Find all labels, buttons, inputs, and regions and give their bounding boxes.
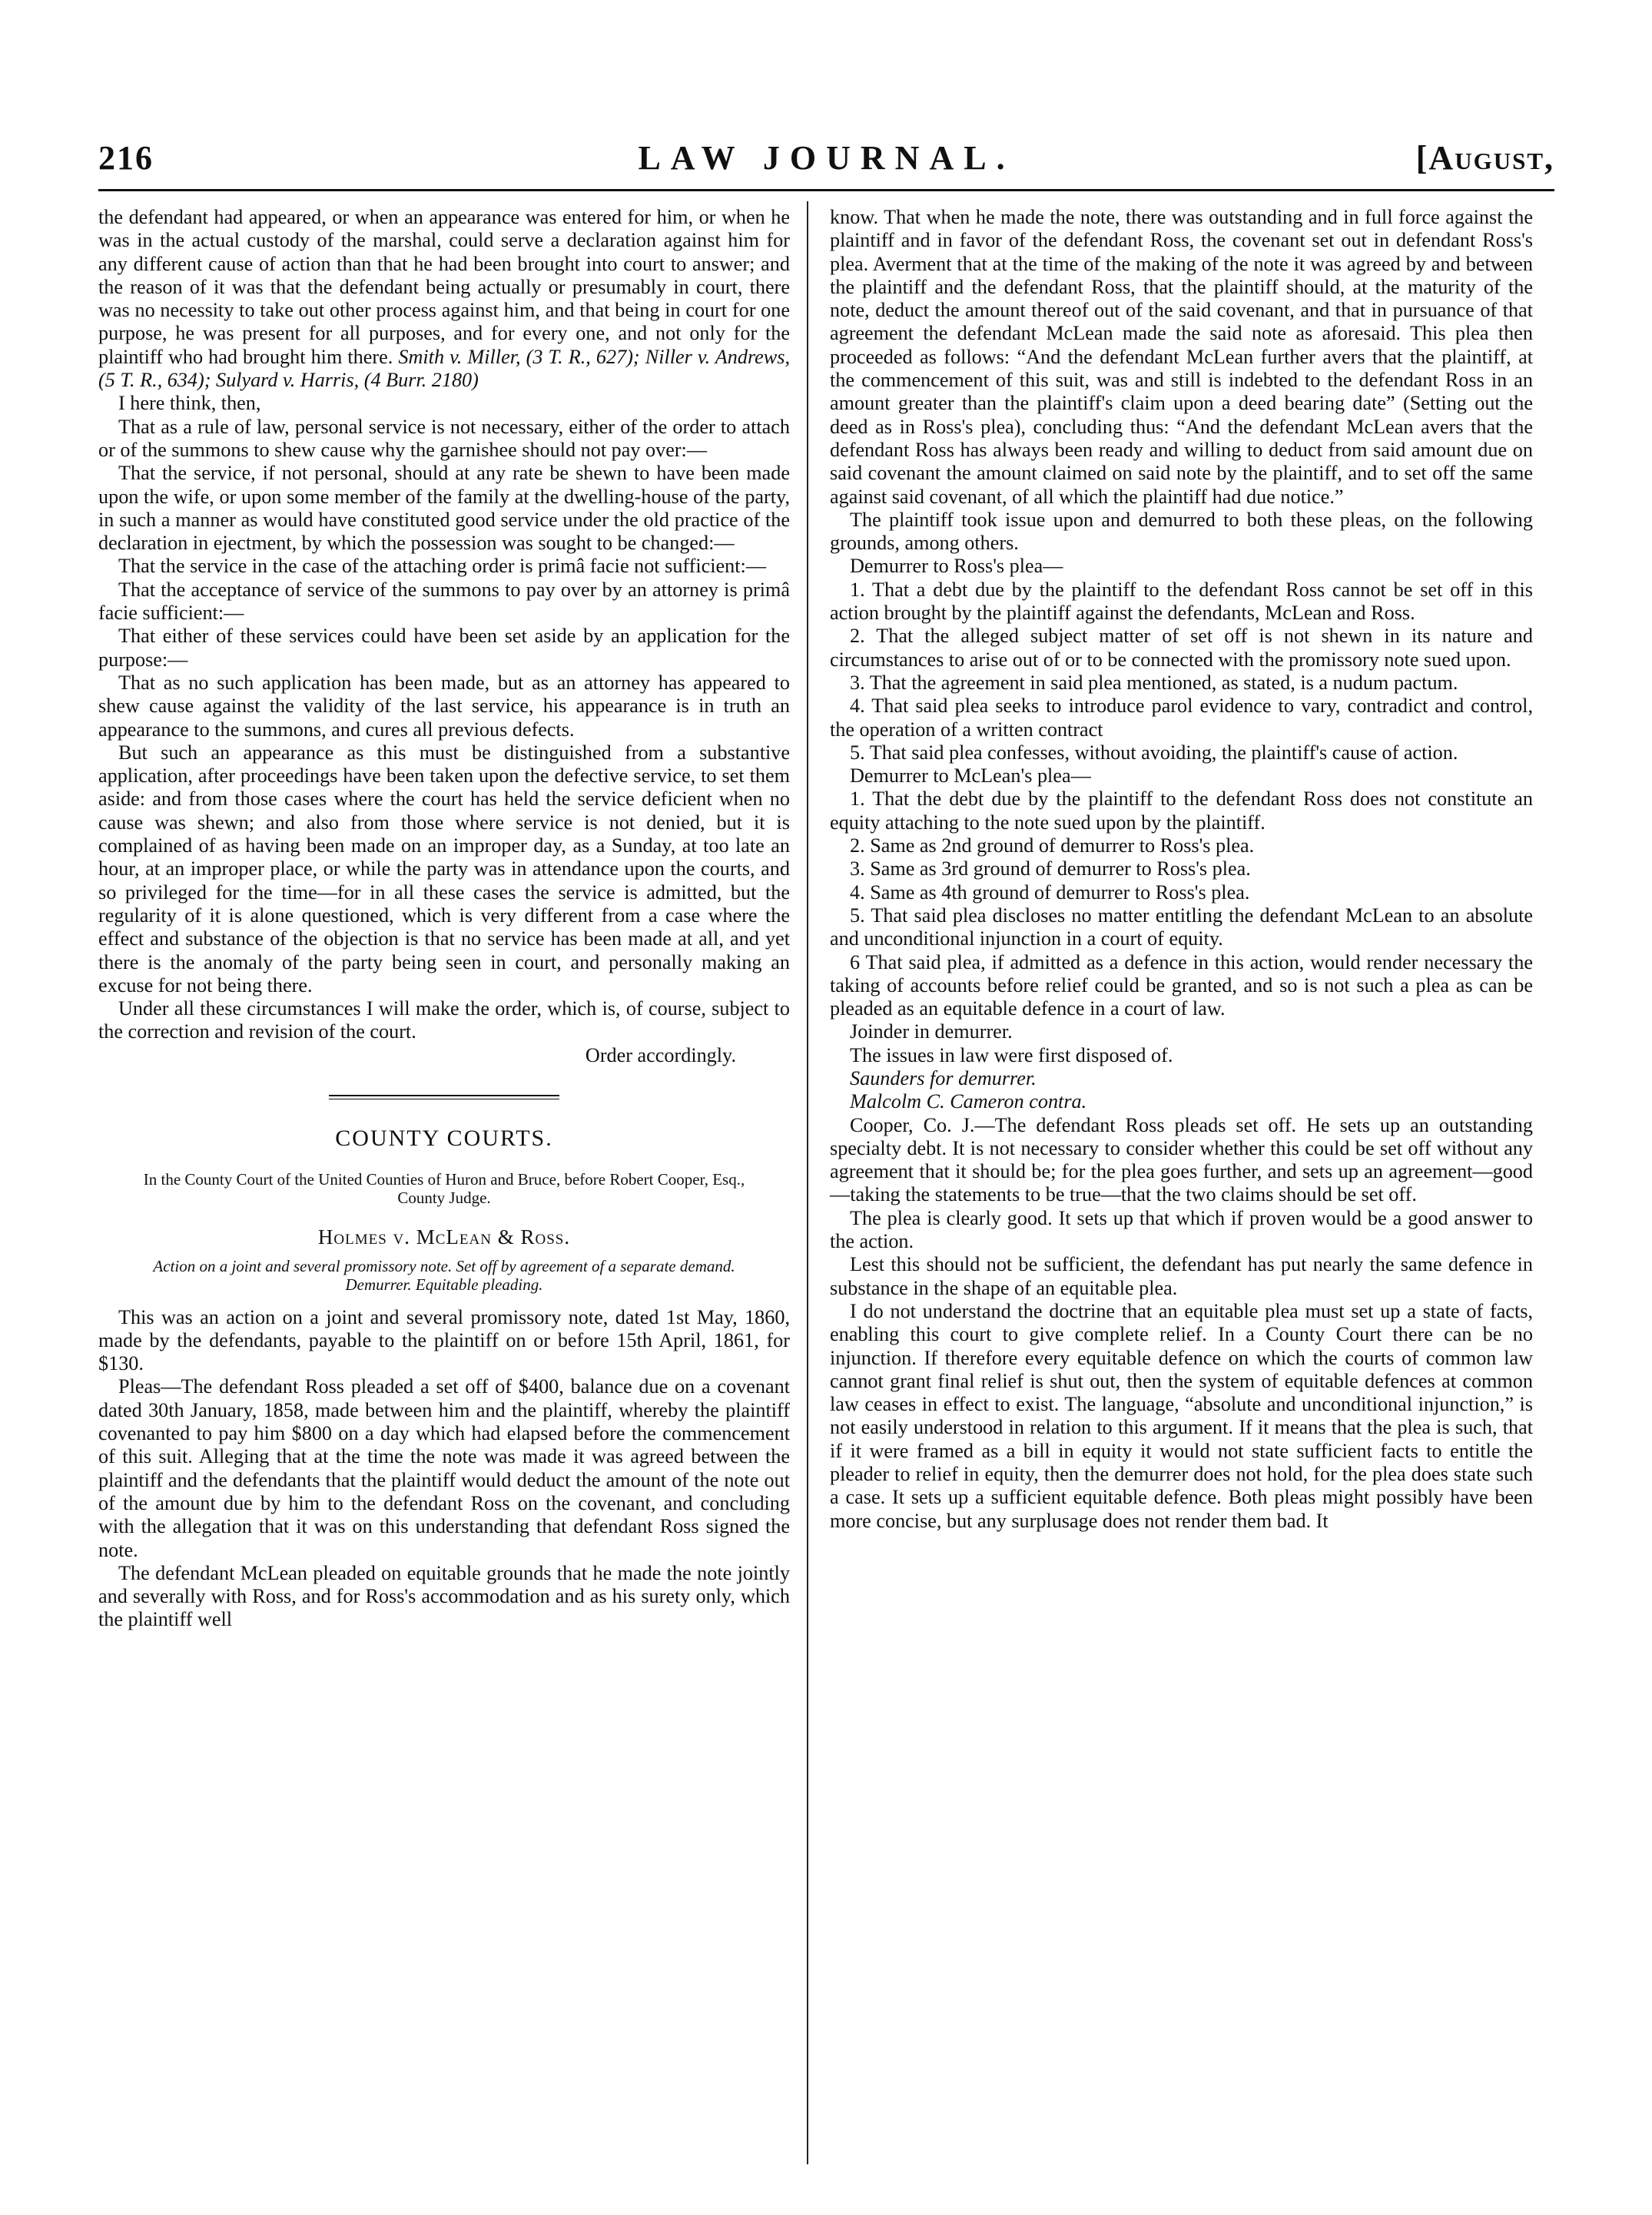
section-title: COUNTY COURTS.: [335, 1125, 553, 1151]
paragraph: That as no such application has been made, but as an attorney has appeared to shew cause against the validity of the last service, his appearance is in truth an appearance to the summons, and cures all previous defects.: [98, 671, 790, 741]
right-column: [830, 206, 1533, 1533]
column-divider: [807, 201, 808, 2164]
paragraph: the defendant had appeared, or when an appearance was entered for him, or when he was in the actual custody of the marshal, could serve a declaration against him for any different cause of action than that he had been brought into court to answer; and the reason of it was that the defendant being actually or presumably in court, there was no necessity to take out other process against him, and that being in court for one purpose, he was present for all purposes, and for every one, and not only for the plaintiff who had brought him there. Smith v. Miller, (3 T. R., 627); Niller v. Andrews, (5 T. R., 634); Sulyard v. Harris, (4 Burr. 2180): [98, 206, 790, 392]
paragraph: This was an action on a joint and several promissory note, dated 1st May, 1860, made by the defendants, payable to the plaintiff on or before 15th April, 1861, for $130.: [98, 1305, 790, 1375]
list-item: 1. That the debt due by the plaintiff to the defendant Ross does not constitute an equity attaching to the note sued upon by the plaintiff.: [830, 788, 1533, 834]
list-item: 5. That said plea discloses no matter entitling the defendant McLean to an absolute and unconditional injunction in a court of equity.: [830, 904, 1533, 950]
list-item: 4. Same as 4th ground of demurrer to Ross's plea.: [850, 880, 1250, 904]
list-item: 3. That the agreement in said plea mentioned, as stated, is a nudum pactum.: [850, 671, 1458, 694]
paragraph: Demurrer to Ross's plea—: [850, 555, 1063, 578]
list-item: 1. That a debt due by the plaintiff to the defendant Ross cannot be set off in this action brought by the plaintiff against the defendants, McLean and Ross.: [830, 578, 1533, 625]
list-item: 6 That said plea, if admitted as a defence in this action, would render necessary the taking of accounts before relief could be granted, and so is not such a plea as can be pleaded as an equitable defence in a court of law.: [830, 950, 1533, 1020]
case-title: Holmes v. McLean & Ross.: [317, 1225, 571, 1249]
list-item: 4. That said plea seeks to introduce parol evidence to vary, contradict and control, the operation of a written contract: [830, 695, 1533, 741]
paragraph: Demurrer to McLean's plea—: [850, 764, 1091, 788]
counsel-line: Malcolm C. Cameron contra.: [850, 1090, 1087, 1113]
header-rule: [98, 189, 1554, 191]
paragraph: The defendant McLean pleaded on equitable grounds that he made the note jointly and severally with Ross, and for Ross's accommodation and as his surety only, which the plaintiff well: [98, 1561, 790, 1631]
case-headnote: Action on a joint and several promissory note. Set off by agreement of a separate demand. Demurrer. Equitable pleading.: [153, 1256, 735, 1294]
list-item: 5. That said plea confesses, without avoiding, the plaintiff's cause of action.: [850, 741, 1458, 764]
paragraph: I do not understand the doctrine that an equitable plea must set up a state of facts, enabling this court to give complete relief. In a County Court there can be no injunction. If therefore every equitable defence on which the courts of common law cannot grant final relief is shut out, then the system of equitable defences at common law ceases in effect to exist. The language, “absolute and unconditional injunction,” is not easily understood in relation to this argument. If it means that the plea is such, that if it were framed as a bill in equity it would not state sufficient facts to entitle the pleader to relief in equity, then the demurrer does not hold, for the plea does state such a case. It sets up a sufficient equitable defence. Both pleas might possibly have been more concise, but any surplusage does not render them bad. It: [830, 1299, 1533, 1532]
header-month: [August,: [1415, 139, 1554, 177]
paragraph: Cooper, Co. J.—The defendant Ross pleads set off. He sets up an outstanding specialty debt. It is not necessary to consider whether this could be set off without any agreement that it should be; for the plea goes further, and sets up an agreement—good—taking the statements to be true—that the two claims should be set off.: [830, 1113, 1533, 1206]
list-item: 2. Same as 2nd ground of demurrer to Ross's plea.: [850, 834, 1255, 857]
paragraph: That the service in the case of the attaching order is primâ facie not sufficient:—: [118, 555, 767, 578]
section-divider: [329, 1095, 559, 1099]
order-line: Order accordingly.: [585, 1043, 736, 1066]
paragraph: But such an appearance as this must be distinguished from a substantive application, after proceedings have been taken upon the defective service, to set them aside: and from those cases where the court has held the service deficient when no cause was shewn; and also from those where service is not denied, but it is complained of as having been made on an improper day, as a Sunday, at too late an hour, at an improper place, or while the party was in attendance upon the courts, and so privileged for the time—for in all these cases the service is admitted, but the regularity of it is alone questioned, which is very different from a case where the effect and substance of the objection is that no service has been made at all, and yet there is the anomaly of the party being seen in court, and personally making an excuse for not being there.: [98, 741, 790, 996]
paragraph: That as a rule of law, personal service is not necessary, either of the order to attach or of the summons to shew cause why the garnishee should not pay over:—: [98, 415, 790, 461]
paragraph: Under all these circumstances I will make the order, which is, of course, subject to the correction and revision of the court.: [98, 997, 790, 1043]
paragraph: The issues in law were first disposed of.: [850, 1043, 1173, 1066]
counsel-line: Saunders for demurrer.: [850, 1066, 1037, 1089]
paragraph: Lest this should not be sufficient, the defendant has put nearly the same defence in substance in the shape of an equitable plea.: [830, 1253, 1533, 1299]
left-column: [98, 206, 790, 1632]
paragraph: Pleas—The defendant Ross pleaded a set off of $400, balance due on a covenant dated 30th January, 1858, made between him and the plaintiff, whereby the plaintiff covenanted to pay him $800 on a day which had elapsed before the commencement of this suit. Alleging that at the time the note was made it was agreed between the plaintiff and the defendants that the plaintiff would deduct the amount of the note out of the amount due by him to the defendant Ross on the covenant, and concluding with the allegation that it was on this understanding that defendant Ross signed the note.: [98, 1375, 790, 1561]
paragraph: The plea is clearly good. It sets up that which if proven would be a good answer to the action.: [830, 1206, 1533, 1253]
paragraph: That either of these services could have been set aside by an application for the purpose:—: [98, 625, 790, 671]
list-item: 2. That the alleged subject matter of set off is not shewn in its nature and circumstances to arise out of or to be connected with the promissory note sued upon.: [830, 625, 1533, 671]
paragraph: I here think, then,: [118, 392, 261, 415]
paragraph: The plaintiff took issue upon and demurred to both these pleas, on the following grounds, among others.: [830, 508, 1533, 555]
journal-title: LAW JOURNAL.: [638, 139, 1015, 177]
paragraph: Joinder in demurrer.: [850, 1020, 1013, 1043]
paragraph: know. That when he made the note, there was outstanding and in full force against the plaintiff and in favor of the defendant Ross, the covenant set out in defendant Ross's plea. Averment that at the time of the making of the note it was agreed by and between the plaintiff and the defendant Ross, that the plaintiff should, at the maturity of the note, deduct the amount thereof out of the said covenant, and that in pursuance of that agreement the defendant McLean made the said note as aforesaid. This plea then proceeded as follows: “And the defendant McLean further avers that the plaintiff, at the commencement of this suit, was and still is indebted to the defendant Ross in an amount greater than the plaintiff's claim upon a deed bearing date” (Setting out the deed as in Ross's plea), concluding thus: “And the defendant McLean avers that the defendant Ross has always been ready and willing to deduct from said amount due on said covenant the amount claimed on said note by the plaintiff, and to set off the same against said covenant, of all which the plaintiff had due notice.”: [830, 206, 1533, 508]
list-item: 3. Same as 3rd ground of demurrer to Ross's plea.: [850, 857, 1251, 880]
citation: Smith v. Miller, (3 T. R., 627); Niller v. Andrews, (5 T. R., 634); Sulyard v. Harris, (4 Burr. 2180): [98, 345, 790, 392]
court-note: In the County Court of the United Counties of Huron and Bruce, before Robert Cooper, Esq., County Judge.: [143, 1170, 745, 1208]
page-header: [98, 138, 1554, 184]
paragraph: That the acceptance of service of the summons to pay over by an attorney is primâ facie sufficient:—: [98, 578, 790, 625]
paragraph: That the service, if not personal, should at any rate be shewn to have been made upon the wife, or upon some member of the family at the dwelling-house of the party, in such a manner as would have constituted good service under the old practice of the declaration in ejectment, by which the possession was sought to be changed:—: [98, 462, 790, 555]
page-number: 216: [98, 139, 154, 177]
